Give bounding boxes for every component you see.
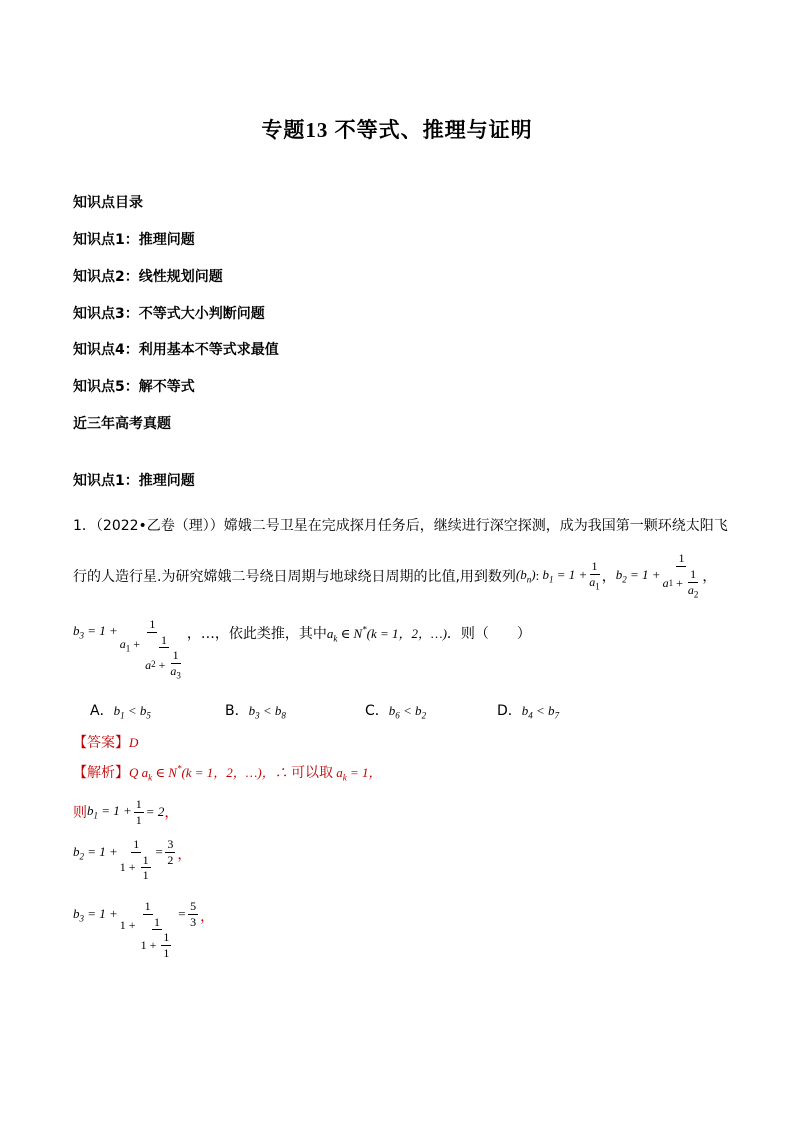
answer-line [73, 732, 138, 752]
frac-b3: 1 $a_1$ + 1 a 2 + $\frac{1}{a_3}$ [119, 617, 181, 681]
option-d-label: D． [497, 703, 522, 719]
question-text-3: ，…，依此类推，其中 [186, 626, 327, 642]
answer-value: D [129, 735, 139, 750]
option-d[interactable]: D．$b_4 < b_7$ [497, 703, 560, 721]
toc-item-2: 知识点2：线性规划问题 [73, 269, 223, 285]
frac-b2: 1 a 1 + $\frac{1}{a_2}$ [662, 551, 699, 600]
question-line-1 [73, 515, 728, 535]
option-a[interactable]: A．$b_1 < b_5$ [90, 703, 151, 721]
toc-heading: 知识点目录 [73, 195, 143, 211]
formula-b3: $b_3 = 1$ + [73, 623, 118, 641]
analysis-b2: $b_2 = 1$ + 1 1 + $\frac{1}{1}$ = $\frac{3}{2}$ ， [73, 837, 192, 883]
question-source: 1．（2022•乙卷（理）） [73, 518, 224, 534]
analysis-line-1: 【解析】Q $a_k$ ∈ N*(k = 1，2，…)，∴ 可以取 $a_k = 1$， [73, 763, 382, 783]
toc-item-6: 近三年高考真题 [73, 416, 171, 432]
option-b-label: B． [225, 703, 249, 719]
toc-item-4: 知识点4：利用基本不等式求最值 [73, 342, 279, 358]
analysis-then: 则 [73, 805, 87, 821]
question-line-2: 行的人造行星.为研究嫦娥二号绕日周期与地球绕日周期的比值,用到数列 $(b_n)$ : $b_1 = 1$ + $\frac{1}{a_1}$ ， $b_2 = 1$ + 1 a 1 + $\frac{1}{a_2}$ ， [73, 551, 717, 600]
analysis-b3: $b_3 = 1$ + 1 1 + 1 1 + $\frac{1}{1}$ = $\frac{5}{3}$ ， [73, 899, 215, 960]
section-heading: 知识点1：推理问题 [73, 473, 195, 489]
question-line-3 [73, 618, 531, 690]
question-text-2: 行的人造行星.为研究嫦娥二号绕日周期与地球绕日周期的比值,用到数列 [73, 569, 516, 585]
toc-item-5: 知识点5：解不等式 [73, 379, 195, 395]
option-c-label: C． [365, 703, 389, 719]
question-text-3-end: ．则（ ） [446, 626, 531, 642]
question-text-1: 嫦娥二号卫星在完成探月任务后，继续进行深空探测，成为我国第一颗环绕太阳飞 [223, 518, 728, 534]
analysis-b1: 则 $b_1 = 1$ + $\frac{1}{1}$ = 2 ， [73, 796, 179, 827]
formula-b2: $b_2 = 1$ + [615, 567, 661, 585]
formula-ak: $a_k$ ∈ N*(k = 1，2，…) [326, 624, 447, 644]
option-b[interactable]: B．$b_3 < b_8$ [225, 703, 286, 721]
page-title: 专题13 不等式、推理与证明 [261, 118, 533, 142]
frac-b1: $\frac{1}{a_1}$ [589, 559, 600, 592]
sequence-bn: $(b_n)$ [515, 567, 536, 585]
option-c[interactable]: C．$b_6 < b_2$ [365, 703, 427, 721]
option-a-label: A． [90, 703, 114, 719]
analysis-label: 【解析】 [73, 765, 129, 781]
answer-label: 【答案】 [73, 735, 129, 751]
toc-item-3: 知识点3：不等式大小判断问题 [73, 306, 265, 322]
analysis-text-1: 可以取 [290, 765, 333, 781]
toc-item-1: 知识点1：推理问题 [73, 232, 195, 248]
formula-b1: $b_1 = 1$ + [539, 567, 588, 585]
